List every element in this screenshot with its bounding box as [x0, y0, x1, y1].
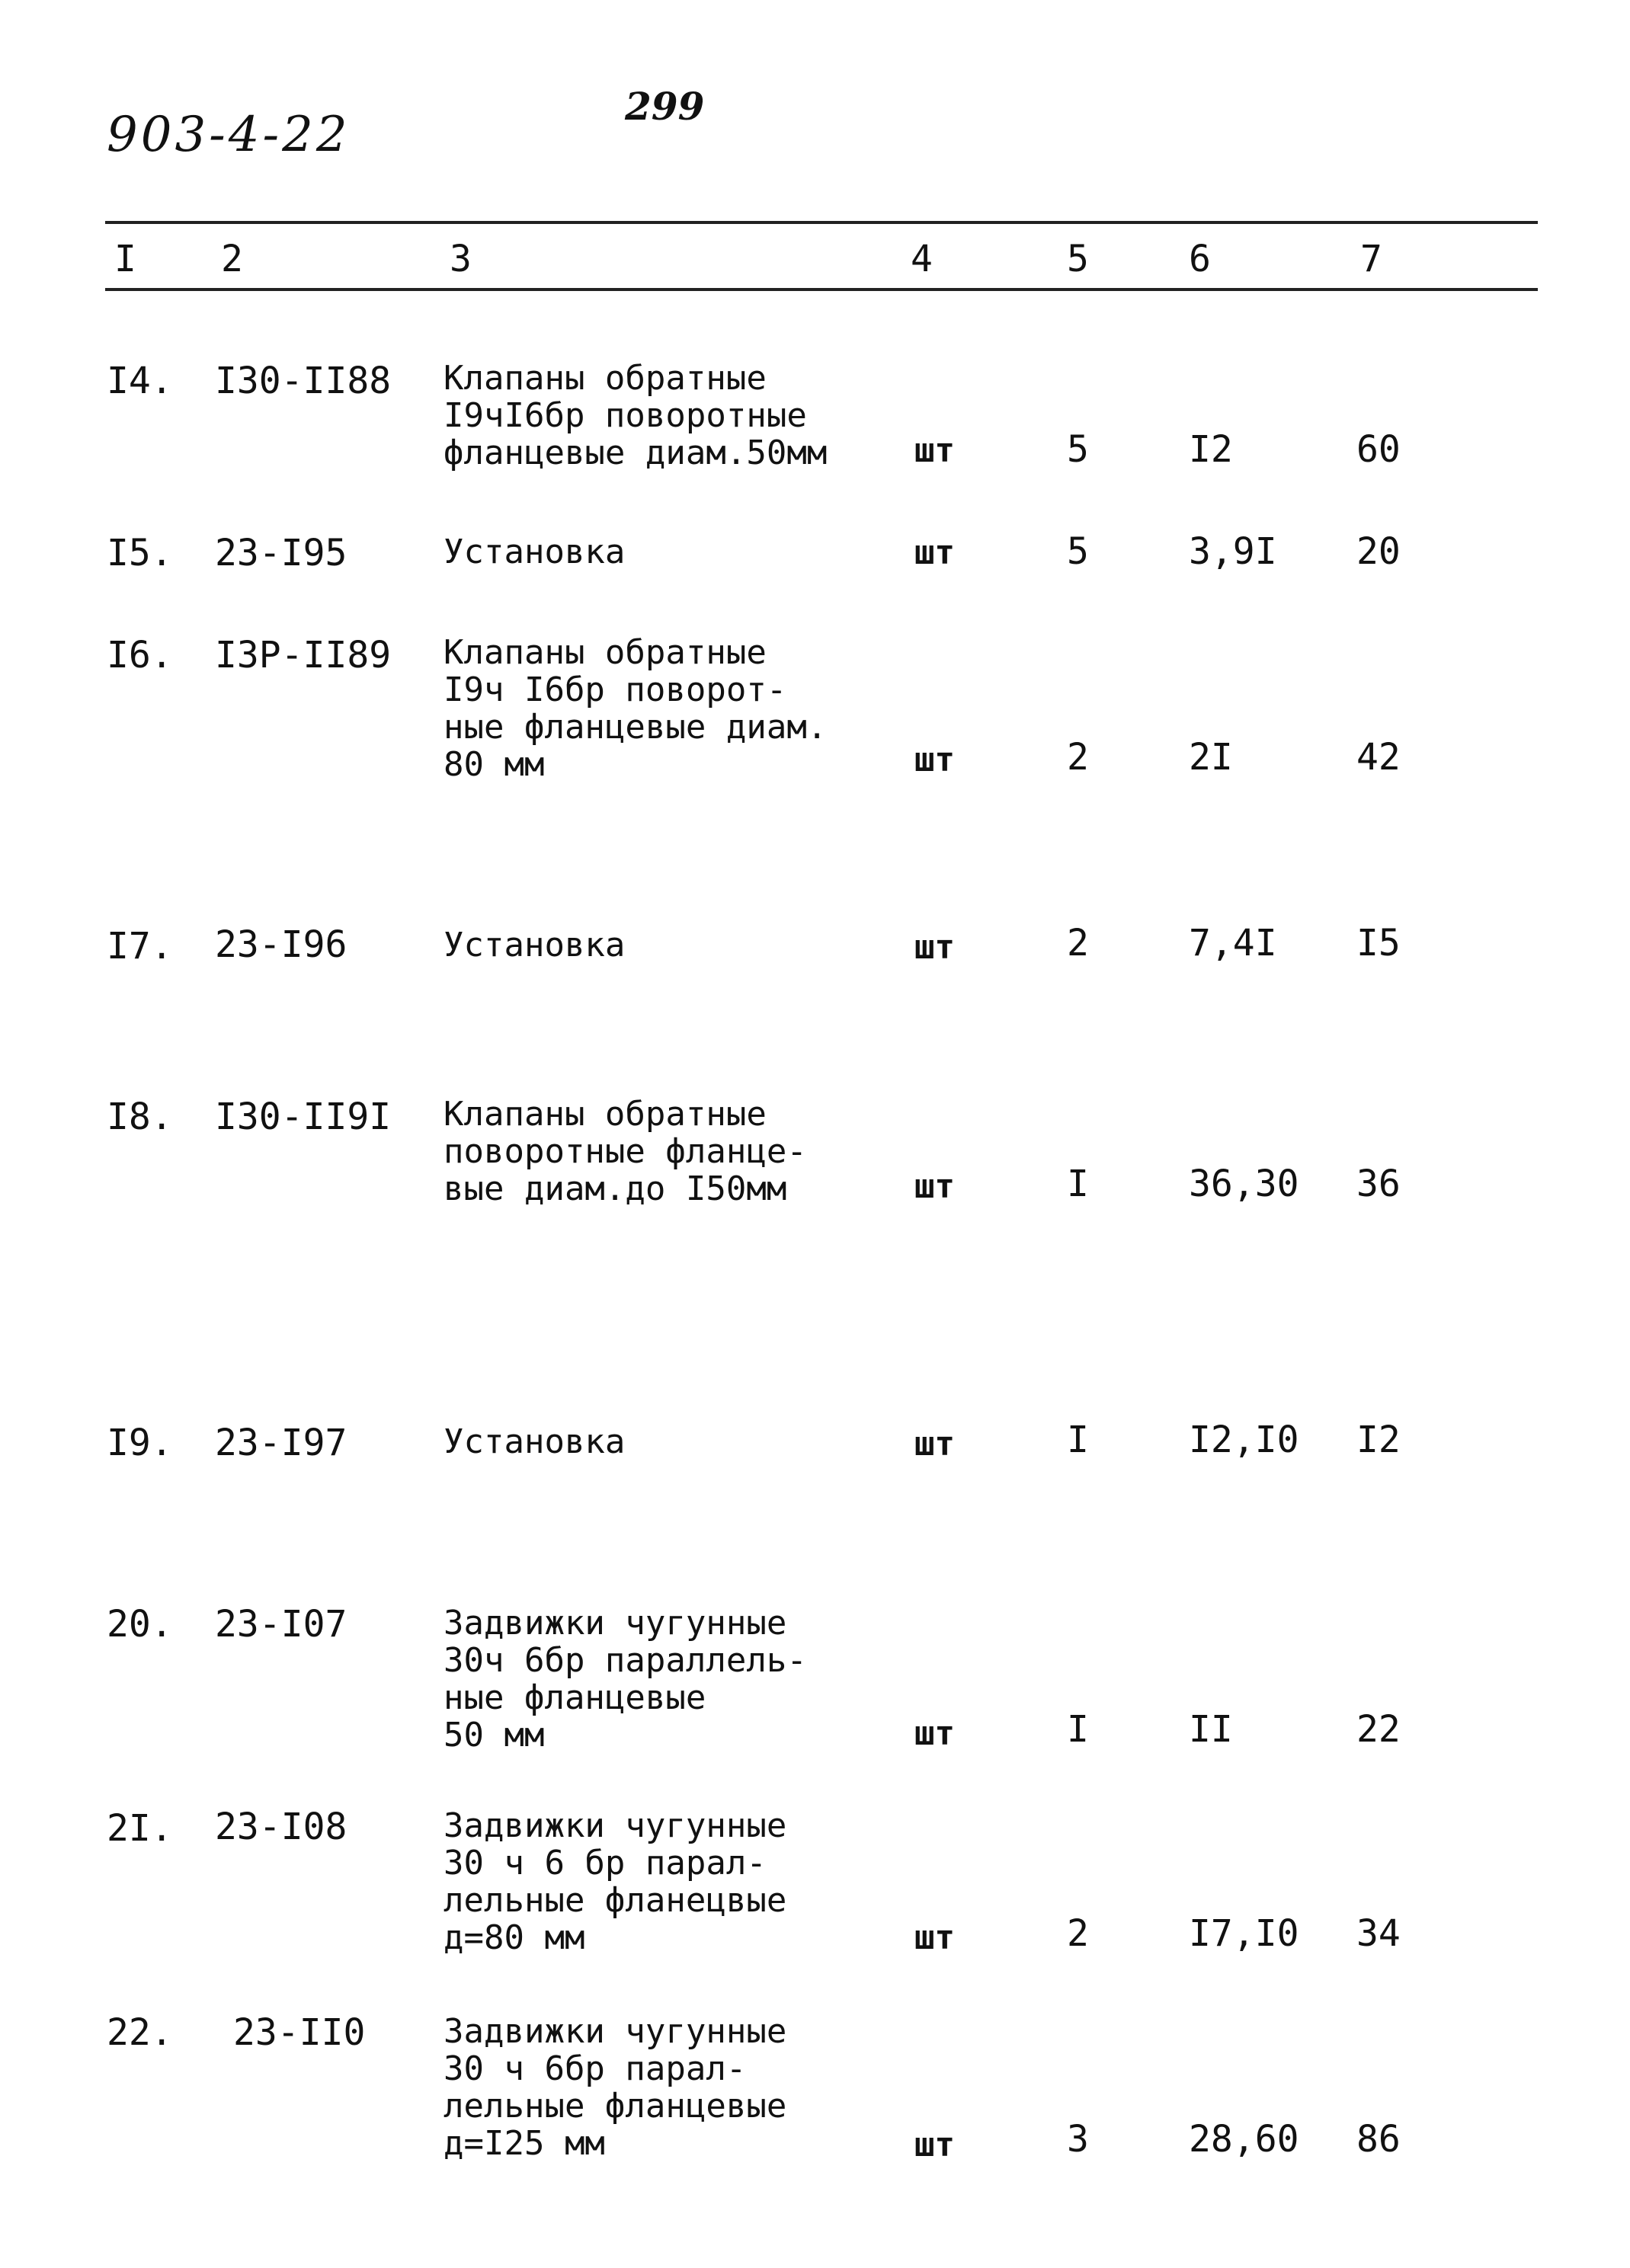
row-unit: шт	[914, 1425, 955, 1463]
row-quantity: 2	[1067, 736, 1089, 779]
row-description: Задвижки чугунные 30 ч 6бр парал- лельные фланцевые д=I25 мм	[444, 2012, 787, 2163]
row-description: Установка	[444, 926, 626, 964]
row-unit: шт	[914, 1167, 955, 1206]
row-code: 23-I08	[215, 1806, 347, 1848]
row-total: 34	[1356, 1912, 1401, 1955]
row-unit: шт	[914, 741, 955, 779]
row-number: 22.	[107, 2011, 173, 2054]
row-quantity: I	[1067, 1163, 1089, 1205]
header-rule-bottom	[105, 288, 1538, 291]
column-header-2: 2	[221, 238, 243, 280]
row-unit: шт	[914, 1714, 955, 1753]
row-unit: шт	[914, 533, 955, 572]
row-code: I30-II88	[215, 360, 392, 402]
row-code: 23-I07	[215, 1603, 347, 1646]
header-rule-top	[105, 221, 1538, 224]
row-total: 20	[1356, 530, 1401, 573]
row-number: I7.	[107, 925, 173, 968]
column-header-3: 3	[450, 238, 472, 280]
row-total: 60	[1356, 428, 1401, 471]
row-number: I6.	[107, 634, 173, 677]
row-quantity: 2	[1067, 922, 1089, 964]
row-price: 28,60	[1189, 2118, 1299, 2161]
column-header-6: 6	[1189, 238, 1211, 280]
page-number: 299	[625, 84, 705, 129]
row-number: I4.	[107, 360, 173, 402]
row-total: 42	[1356, 736, 1401, 779]
row-price: I2	[1189, 428, 1233, 471]
row-quantity: 3	[1067, 2118, 1089, 2161]
row-quantity: I	[1067, 1708, 1089, 1751]
column-header-7: 7	[1360, 238, 1382, 280]
row-description: Клапаны обратные поворотные фланце- вые диам.до I50мм	[444, 1095, 807, 1208]
row-total: I5	[1356, 922, 1401, 964]
row-number: 2I.	[107, 1807, 173, 1850]
row-quantity: I	[1067, 1419, 1089, 1461]
row-number: I8.	[107, 1096, 173, 1138]
row-code: I30-II9I	[215, 1096, 392, 1138]
row-price: 2I	[1189, 736, 1233, 779]
row-price: 36,30	[1189, 1163, 1299, 1205]
row-price: 3,9I	[1189, 530, 1277, 573]
row-description: Задвижки чугунные 30ч 6бр параллель- ные фланцевые 50 мм	[444, 1604, 807, 1755]
row-quantity: 5	[1067, 428, 1089, 471]
row-code: 23-I97	[215, 1422, 347, 1464]
row-total: 86	[1356, 2118, 1401, 2161]
row-unit: шт	[914, 1918, 955, 1957]
row-description: Клапаны обратные I9ч I6бр поворот- ные фланцевые диам. 80 мм	[444, 633, 828, 784]
row-price: II	[1189, 1708, 1233, 1751]
document-code: 903-4-22	[107, 107, 351, 163]
row-code: 23-I96	[215, 923, 347, 966]
row-total: I2	[1356, 1419, 1401, 1461]
column-header-4: 4	[911, 238, 933, 280]
row-unit: шт	[914, 928, 955, 967]
row-quantity: 5	[1067, 530, 1089, 573]
row-code: 23-II0	[233, 2011, 366, 2054]
row-price: 7,4I	[1189, 922, 1277, 964]
column-header-1: I	[114, 238, 136, 280]
row-quantity: 2	[1067, 1912, 1089, 1955]
row-unit: шт	[914, 431, 955, 470]
row-number: I5.	[107, 532, 173, 574]
row-price: I2,I0	[1189, 1419, 1299, 1461]
row-description: Задвижки чугунные 30 ч 6 бр парал- лельные фланецвые д=80 мм	[444, 1806, 787, 1957]
row-code: I3P-II89	[215, 634, 392, 677]
row-total: 22	[1356, 1708, 1401, 1751]
row-code: 23-I95	[215, 532, 347, 574]
row-total: 36	[1356, 1163, 1401, 1205]
row-description: Установка	[444, 1422, 626, 1461]
row-description: Клапаны обратные I9чI6бр поворотные фланцевые диам.50мм	[444, 359, 828, 472]
column-header-5: 5	[1067, 238, 1089, 280]
row-number: I9.	[107, 1422, 173, 1464]
row-price: I7,I0	[1189, 1912, 1299, 1955]
row-unit: шт	[914, 2126, 955, 2164]
row-number: 20.	[107, 1603, 173, 1646]
row-description: Установка	[444, 533, 626, 571]
